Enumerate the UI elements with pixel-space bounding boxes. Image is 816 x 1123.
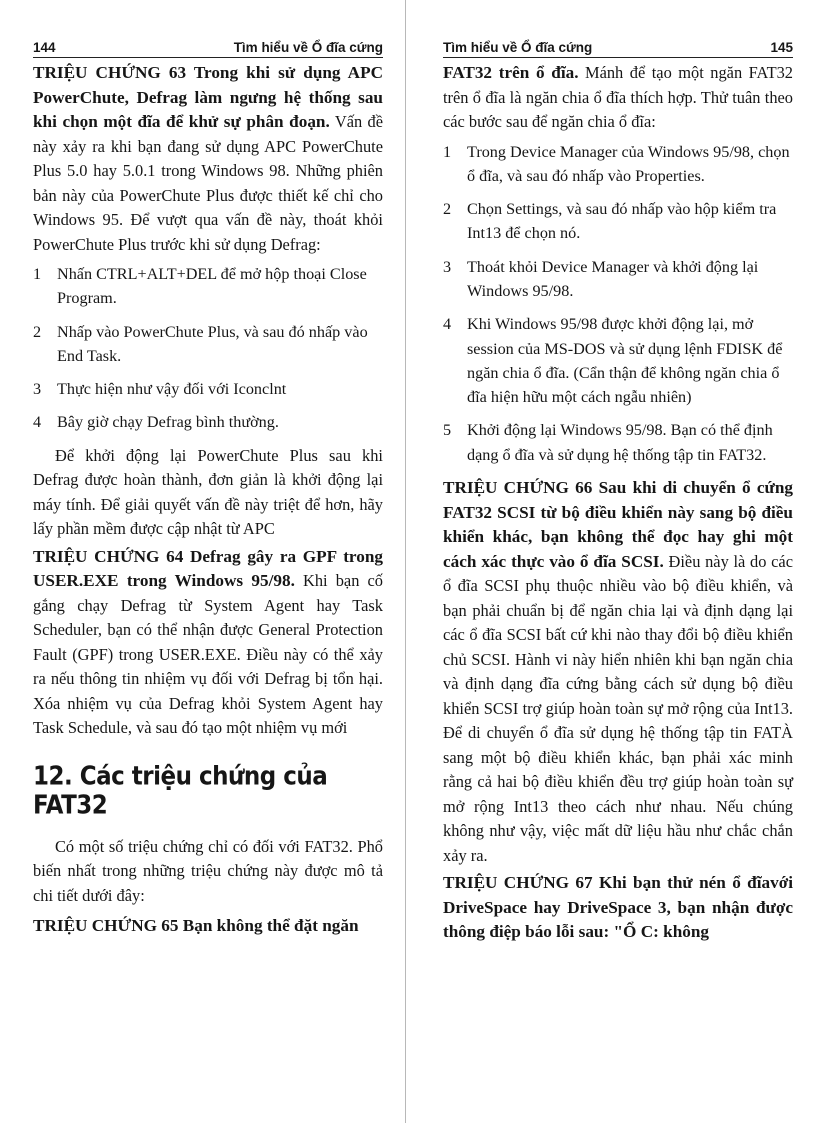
left-running-title: Tìm hiểu về Ổ đĩa cứng (233, 40, 383, 55)
section-heading: 12. Các triệu chứng của FAT32 (33, 761, 328, 820)
symptom-64 (33, 545, 383, 741)
right-running-head (443, 40, 793, 58)
left-steps-list (33, 262, 383, 435)
symptom-65-bold: FAT32 trên ổ đĩa. (443, 63, 579, 82)
list-item: 1 Trong Device Manager của Windows 95/98, chọn ổ đĩa, và sau đó nhấp vào Properties. (443, 142, 790, 185)
symptom-63-body: Vấn đề này xảy ra khi bạn đang sử dụng APC PowerChute Plus 5.0 hay 5.0.1 trong Windows 98. Những phiên bản này của PowerChute Plus được thiết kế chỉ cho Windows 95. Để vượt qua vấn đề này, thoát khỏi PowerChute Plus trước khi sử dụng Defrag: (33, 112, 383, 254)
page-gutter-divider (405, 0, 406, 1123)
list-item: 1 Nhấn CTRL+ALT+DEL để mở hộp thoại Close Program. (33, 265, 367, 308)
after-steps-paragraph: Để khởi động lại PowerChute Plus sau khi Defrag được hoàn thành, đơn giản là khởi động lại máy tính. Để giải quyết vấn đề này triệt để hơn, hãy lấy phần mềm được cập nhật từ APC (33, 445, 383, 539)
symptom-66-title: TRIỆU CHỨNG 66 Sau khi di chuyển ổ cứng FAT32 SCSI từ bộ điều khiển này sang bộ điều khiển khác, bạn không thể đọc hay ghi một cách xác thực vào ổ đĩa SCSI. (443, 478, 793, 571)
right-page (443, 40, 793, 948)
list-item: 2 Nhấp vào PowerChute Plus, và sau đó nhấp vào End Task. (33, 322, 368, 365)
symptom-66-body: Điều này là do các ổ đĩa SCSI phụ thuộc nhiều vào bộ điều khiển, và bạn phải chuẩn bị để ngăn chia lại và định dạng lại các ổ đĩa SCSI bất cứ khi nào thay đổi bộ điều khiển chủ SCSI. Hành vi này hiển nhiên khi bạn ngăn chia và định dạng đĩa cứng bằng cách sử dụng bộ điều khiển SCSI trợ giúp hoàn toàn sự mở rộng của Int13. Để di chuyển ổ đĩa sử dụng hệ thống tập tin FATÀ sang một bộ điều khiển khác, bạn phải xác minh rằng cả hai bộ điều khiển đều trợ giúp hoàn toàn sự mở rộng Int13 theo cách như nhau. Nếu chúng không như vậy, việc mất dữ liệu hầu như chắc chắn xảy ra. (443, 551, 793, 865)
list-item: 3 Thoát khỏi Device Manager và khởi động lại Windows 95/98. (443, 257, 759, 300)
list-item: 4 Khi Windows 95/98 được khởi động lại, mở session của MS-DOS và sử dụng lệnh FDISK để ngăn chia ổ đĩa. (Cẩn thận để không ngăn chia ổ đĩa hiện hữu một cách ngẫu nhiên) (443, 315, 783, 407)
list-item: 5 Khởi động lại Windows 95/98. Bạn có thể định dạng ổ đĩa và sử dụng hệ thống tập tin FAT32. (443, 421, 773, 464)
left-page (33, 40, 383, 942)
left-page-number: 144 (33, 40, 56, 55)
symptom-64-title: TRIỆU CHỨNG 64 Defrag gây ra GPF trong USER.EXE trong Windows 95/98. (33, 546, 383, 591)
symptom-67-start: TRIỆU CHỨNG 67 Khi bạn thử nén ổ đĩavới DriveSpace hay DriveSpace 3, bạn nhận được thông điệp báo lỗi sau: "Ổ C: không (443, 873, 793, 942)
section-intro: Có một số triệu chứng chỉ có đối với FAT32. Phổ biến nhất trong những triệu chứng này được mô tả chi tiết dưới đây: (33, 836, 383, 905)
symptom-63 (33, 61, 383, 257)
right-running-title: Tìm hiểu về Ổ đĩa cứng (443, 40, 593, 55)
list-item: 2 Chọn Settings, và sau đó nhấp vào hộp kiểm tra Int13 để chọn nó. (443, 200, 777, 243)
list-item: 3 Thực hiện như vậy đối với Iconclnt (33, 380, 287, 399)
left-running-head (33, 40, 383, 58)
symptom-66 (443, 476, 793, 868)
right-page-number: 145 (770, 40, 793, 55)
symptom-65-start: TRIỆU CHỨNG 65 Bạn không thể đặt ngăn (33, 916, 359, 936)
symptom-63-title: TRIỆU CHỨNG 63 Trong khi sử dụng APC PowerChute, Defrag làm ngưng hệ thống sau khi chọn một đĩa để khử sự phân đoạn. (33, 63, 383, 131)
right-steps-list (443, 140, 793, 468)
symptom-65-continued (443, 61, 793, 135)
symptom-64-body: Khi bạn cố gắng chạy Defrag từ System Agent hay Task Scheduler, bạn có thể nhận được General Protection Fault (GPF) trong USER.EXE. Điều này có thể xảy ra nếu thông tin nhiệm vụ đối với Defrag bị tổn hại. Xóa nhiệm vụ của Defrag khỏi System Agent hay Task Schedule, và sau đó tạo một nhiệm vụ mới (33, 571, 384, 738)
list-item: 4 Bây giờ chạy Defrag bình thường. (33, 413, 279, 432)
symptom-65-body: Mánh để tạo một ngăn FAT32 trên ổ đĩa là ngăn chia ổ đĩa thích hợp. Thử tuân theo các bước sau để ngăn chia ổ đĩa: (443, 63, 793, 131)
